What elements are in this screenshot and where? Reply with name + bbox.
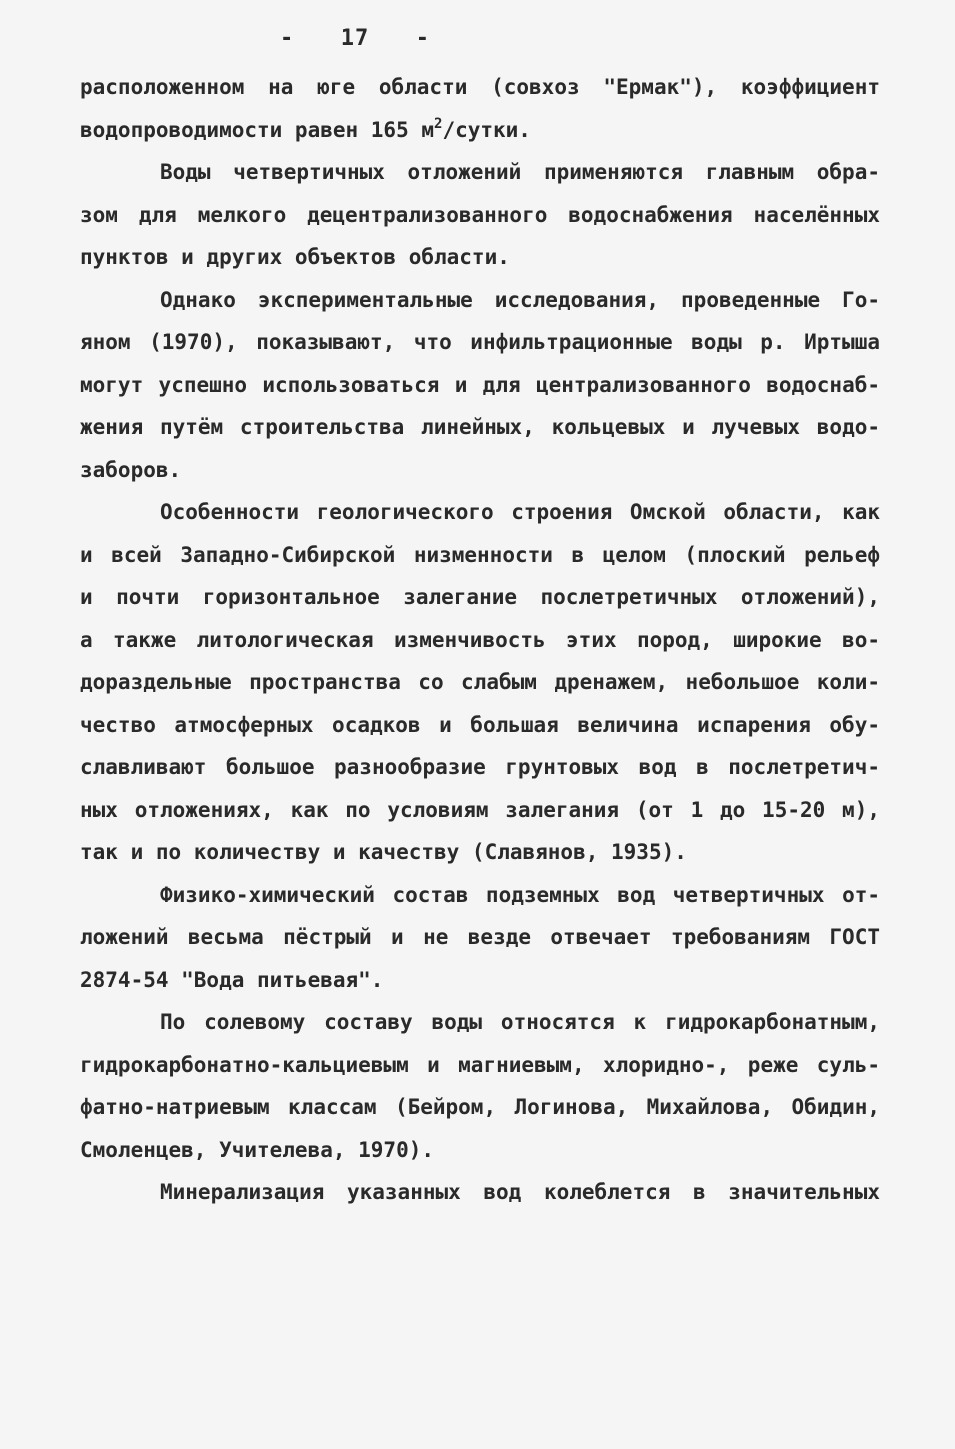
text-line: ных отложениях, как по условиям залегания (от 1 до 15-20 м), [80,797,880,822]
paragraph-first-line: Воды четвертичных отложений применяются главным обра- [160,160,880,184]
text-fragment: /сутки. [442,117,531,142]
text-line: расположенном на юге области (совхоз "Ермак"), коэффициент [80,75,880,99]
text-line: чество атмосферных осадков и большая величина испарения обу- [80,712,880,737]
text-line: так и по количеству и качеству (Славянов, 1935). [80,840,687,864]
text-line: гидрокарбонатно-кальциевым и магниевым, хлоридно-, реже суль- [80,1052,880,1077]
text-line: дораздельные пространства со слабым дренажем, небольшое коли- [80,670,880,694]
text-line: жения путём строительства линейных, кольцевых и лучевых водо- [80,415,880,439]
text-line: Смоленцев, Учителева, 1970). [80,1137,435,1162]
text-line: пунктов и других объектов области. [80,245,510,269]
text-line: заборов. [80,457,182,482]
text-fragment: водопроводимости равен 165 м [80,117,435,142]
text-line: а также литологическая изменчивость этих пород, широкие во- [80,627,880,652]
text-line: и всей Западно-Сибирской низменности в целом (плоский рельеф [80,542,880,567]
text-line [80,109,880,152]
superscript: 2 [434,115,443,132]
text-line: фатно-натриевым классам (Бейром, Логинова, Михайлова, Обидин, [80,1095,880,1119]
paragraph-first-line: Однако экспериментальные исследования, проведенные Го- [160,287,880,312]
page-number-value: 17 [340,26,370,51]
text-line: могут успешно использоваться и для централизованного водоснаб- [80,372,880,397]
text-line: 2874-54 "Вода питьевая". [80,967,384,992]
paragraph-first-line: Особенности геологического строения Омской области, как [160,500,880,524]
page-number-right-dash: - [415,26,430,51]
paragraph-first-line: Физико-химический состав подземных вод четвертичных от- [160,882,880,907]
text-line: ложений весьма пёстрый и не везде отвечает требованиям ГОСТ [80,925,880,949]
body-text [80,66,880,1214]
text-line: и почти горизонтальное залегание послетретичных отложений), [80,585,880,609]
page-number [280,26,430,51]
page-number-left-dash: - [280,26,295,51]
paragraph-first-line: По солевому составу воды относятся к гидрокарбонатным, [160,1010,880,1034]
text-line: яном (1970), показывают, что инфильтрационные воды р. Иртыша [80,330,880,354]
text-line: зом для мелкого децентрализованного водоснабжения населённых [80,202,880,227]
paragraph-first-line: Минерализация указанных вод колеблется в значительных [160,1180,880,1204]
text-line: славливают большое разнообразие грунтовых вод в послетретич- [80,755,880,779]
